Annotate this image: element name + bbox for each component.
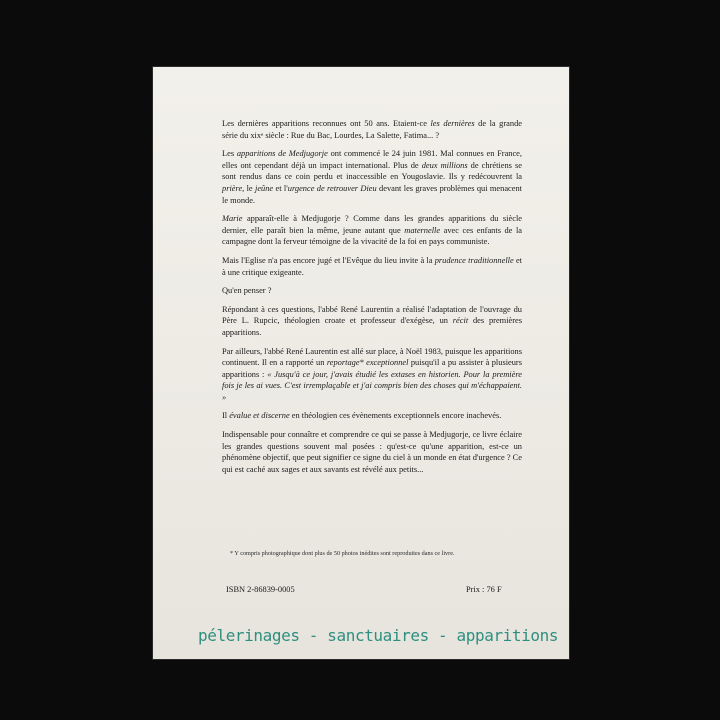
text-run: Les (222, 149, 237, 159)
italic-run: prière (222, 183, 243, 193)
italic-run: récit (452, 316, 469, 326)
text-run: puisqu'il a pu assister à plusieurs apparitions : (222, 358, 522, 379)
paragraph (222, 346, 522, 404)
paragraph (222, 304, 522, 339)
paragraph (222, 255, 522, 278)
text-run: , le (242, 183, 256, 193)
paragraph (222, 429, 522, 475)
price: Prix : 76 F (466, 585, 502, 594)
paragraph (222, 213, 522, 248)
italic-run: Marie (222, 214, 243, 224)
paragraph (222, 148, 522, 206)
italic-run: urgence de retrouver Dieu (287, 183, 377, 193)
italic-run: « Jusqu'à ce jour, j'avais étudié les extases en historien. Pour la première fois je les ai vues. C'est irremplaçable et j'ai compris bien des choses qui m'échappaient. » (222, 369, 522, 402)
italic-run: apparitions de Medjugorje (236, 149, 328, 159)
text-run: Répondant à ces questions, l'abbé René Laurentin a réalisé l'adaptation de l'ouvrage du Père L. Rupcic, théologien croate et professeur d'exégèse, un (222, 304, 522, 326)
text-run: avec ces enfants de la campagne dont la ferveur témoigne de la vivacité de la foi en pays communiste. (222, 225, 522, 247)
text-run: et à une critique exigeante. (222, 255, 523, 277)
text-run: devant les graves problèmes qui menacent le monde. (222, 183, 523, 205)
text-run: des premières apparitions. (222, 316, 522, 337)
text-run: Il (222, 411, 230, 421)
blurb-text (222, 118, 522, 482)
italic-run: évalue et discerne (229, 411, 290, 421)
text-run: ont commencé le 24 juin 1981. Mal connues en France, elles ont cependant déjà un impact international. Plus de (222, 149, 522, 170)
text-run: Par ailleurs, l'abbé René Laurentin est allé sur place, à Noël 1983, puisque les apparitions continuent. Il en a rapporté un (222, 346, 522, 368)
book-back-cover (152, 66, 570, 660)
footnote: * Y compris photographique dont plus de 50 photos inédites sont reproduites dans ce livre. (230, 550, 455, 557)
text-run: de chrétiens se sont rendus dans ce coin perdu et inaccessible en Yougoslavie. Ils y redécouvrent la (222, 160, 522, 182)
text-run: Mais l'Eglise n'a pas encore jugé et l'Evêque du lieu invite à la (222, 255, 435, 265)
italic-run: les dernières (430, 119, 475, 128)
italic-run: deux millions (421, 160, 468, 170)
italic-run: prudence traditionnelle (434, 255, 514, 265)
paragraph (222, 285, 522, 297)
text-run: de la grande série du xixᵉ siècle : Rue du Bac, Lourdes, La Salette, Fatima... ? (222, 119, 522, 140)
italic-run: maternelle (404, 225, 441, 235)
paragraph (222, 118, 522, 141)
series-title: pélerinages - sanctuaires - apparitions (198, 626, 559, 645)
italic-run: jeûne (255, 183, 274, 193)
paragraph (222, 410, 522, 422)
text-run: Les dernières apparitions reconnues ont 50 ans. Etaient-ce (222, 119, 431, 128)
italic-run: reportage* exceptionnel (326, 358, 409, 368)
isbn: ISBN 2-86839-0005 (226, 585, 295, 594)
text-run: Indispensable pour connaître et comprendre ce qui se passe à Medjugorje, ce livre éclaire les grandes questions souvent mal posées : qu'est-ce qu'une apparition, est-ce un phénomène objectif, que peut signifier ce signe du ciel à un monde en état d'urgence ? Ce qui est caché aux sages et aux savants est révélé aux petits... (222, 430, 522, 474)
text-run: et l' (273, 183, 288, 193)
text-run: apparaît-elle à Medjugorje ? Comme dans les grandes apparitions du siècle dernier, elle paraît bien la même, jeune autant que (222, 214, 522, 235)
text-run: Qu'en penser ? (222, 286, 272, 296)
text-run: en théologien ces évènements exceptionnels encore inachevés. (289, 411, 502, 421)
